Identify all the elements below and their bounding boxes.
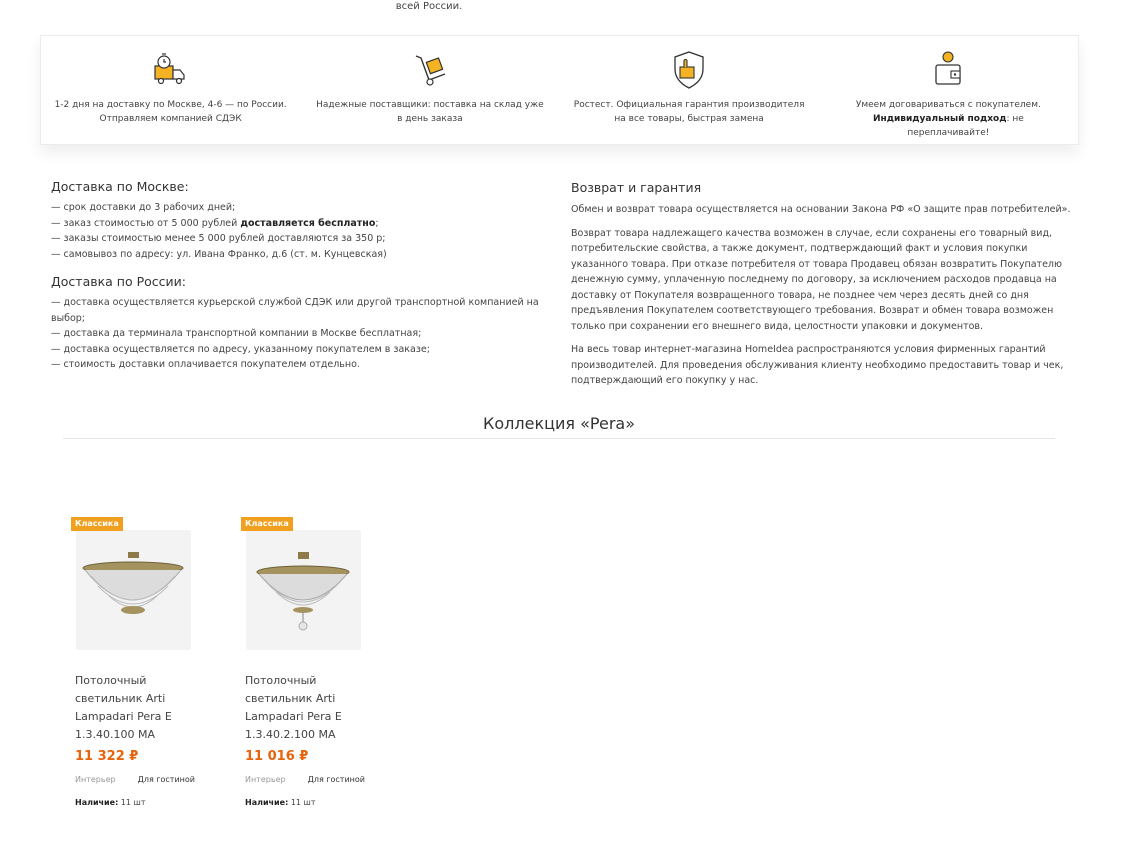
- hand-truck-box-icon: [408, 48, 452, 92]
- collection-title: Коллекция «Pera»: [483, 414, 635, 433]
- product-stock: Наличие: 11 шт: [75, 798, 146, 807]
- product-badge: Классика: [241, 517, 293, 531]
- feature-delivery-text: 1-2 дня на доставку по Москве, 4-6 — по России. Отправляем компанией СДЭК: [54, 100, 287, 124]
- list-item: — самовывоз по адресу: ул. Ивана Франко, д.6 (ст. м. Кунцевская): [51, 248, 387, 260]
- product-name[interactable]: Потолочный светильник Arti Lampadari Pera E 1.3.40.2.100 MA: [245, 674, 342, 741]
- list-item: — заказ стоимостью от 5 000 рублей доставляется бесплатно;: [51, 217, 379, 229]
- product-badge: Классика: [71, 517, 123, 531]
- feature-warranty-text: Ростест. Официальная гарантия производителя на все товары, быстрая замена: [573, 100, 805, 124]
- feature-delivery: [41, 36, 300, 144]
- feature-suppliers: [300, 36, 559, 144]
- feature-pricing-text: Умеем договариваться с покупателем. Индивидуальный подход: не переплачивайте!: [855, 100, 1041, 138]
- list-item: — заказы стоимостью менее 5 000 рублей доставляются за 350 р;: [51, 233, 386, 244]
- chandelier-icon: [246, 530, 361, 650]
- returns-title: Возврат и гарантия: [571, 180, 702, 195]
- delivery-info: [51, 176, 541, 373]
- russia-delivery-list: [51, 295, 541, 373]
- collection-divider: [63, 438, 1055, 439]
- returns-paragraph: Возврат товара надлежащего качества возможен в случае, если сохранены его товарный вид, потребительские свойства, а также документ, подтверждающий факт и условия покупки указанного товара. При отказе потребителя от товара Продавец обязан возвратить Покупателю денежную сумму, уплаченную последнему по договору, за исключением расходов продавца на доставку от Покупателя возвращенного товара, не позднее чем через десять дней со дня предъявления Покупателем соответствующего требования. Возврат и обмен товара возможен только при сохранении его внешнего вида, целостности упаковки и документов.: [571, 227, 1062, 332]
- list-item: — доставка осуществляется курьерской службой СДЭК или другой транспортной компанией на выбор;: [51, 297, 539, 324]
- returns-info: [571, 176, 1071, 397]
- returns-paragraph: На весь товар интернет-магазина HomeIdea распространяются условия фирменных гарантий производителей. Для проведения обслуживания клиенту необходимо предоставить товар и чек, подтверждающий его покупку у нас.: [571, 344, 1064, 386]
- list-item: — срок доставки до 3 рабочих дней;: [51, 202, 236, 213]
- wallet-coin-icon: [926, 48, 970, 92]
- russia-delivery-title: Доставка по России:: [51, 274, 186, 289]
- feature-pricing: [819, 36, 1078, 144]
- moscow-delivery-title: Доставка по Москве:: [51, 179, 189, 194]
- shield-thumbs-up-icon: [667, 48, 711, 92]
- product-image[interactable]: [246, 530, 361, 650]
- moscow-delivery-list: [51, 200, 541, 262]
- returns-paragraph: Обмен и возврат товара осуществляется на основании Закона РФ «О защите прав потребителей».: [571, 204, 1071, 215]
- delivery-truck-clock-icon: [149, 48, 193, 92]
- product-tags: Интерьер Для гостиной: [75, 775, 195, 784]
- product-name[interactable]: Потолочный светильник Arti Lampadari Pera E 1.3.40.100 MA: [75, 674, 172, 741]
- list-item: — стоимость доставки оплачивается покупателем отдельно.: [51, 359, 360, 370]
- chandelier-icon: [76, 530, 191, 650]
- product-tags: Интерьер Для гостиной: [245, 775, 365, 784]
- list-item: — доставка осуществляется по адресу, указанному покупателем в заказе;: [51, 343, 430, 355]
- product-image[interactable]: [76, 530, 191, 650]
- list-item: — доставка да терминала транспортной компании в Москве бесплатная;: [51, 328, 422, 339]
- product-price: 11 322 ₽: [75, 749, 139, 764]
- top-tail-text: всей России.: [395, 1, 463, 12]
- features-panel: [40, 35, 1079, 145]
- feature-warranty: [560, 36, 819, 144]
- product-price: 11 016 ₽: [245, 749, 309, 764]
- feature-suppliers-text: Надежные поставщики: поставка на склад уже в день заказа: [316, 100, 544, 124]
- product-stock: Наличие: 11 шт: [245, 798, 316, 807]
